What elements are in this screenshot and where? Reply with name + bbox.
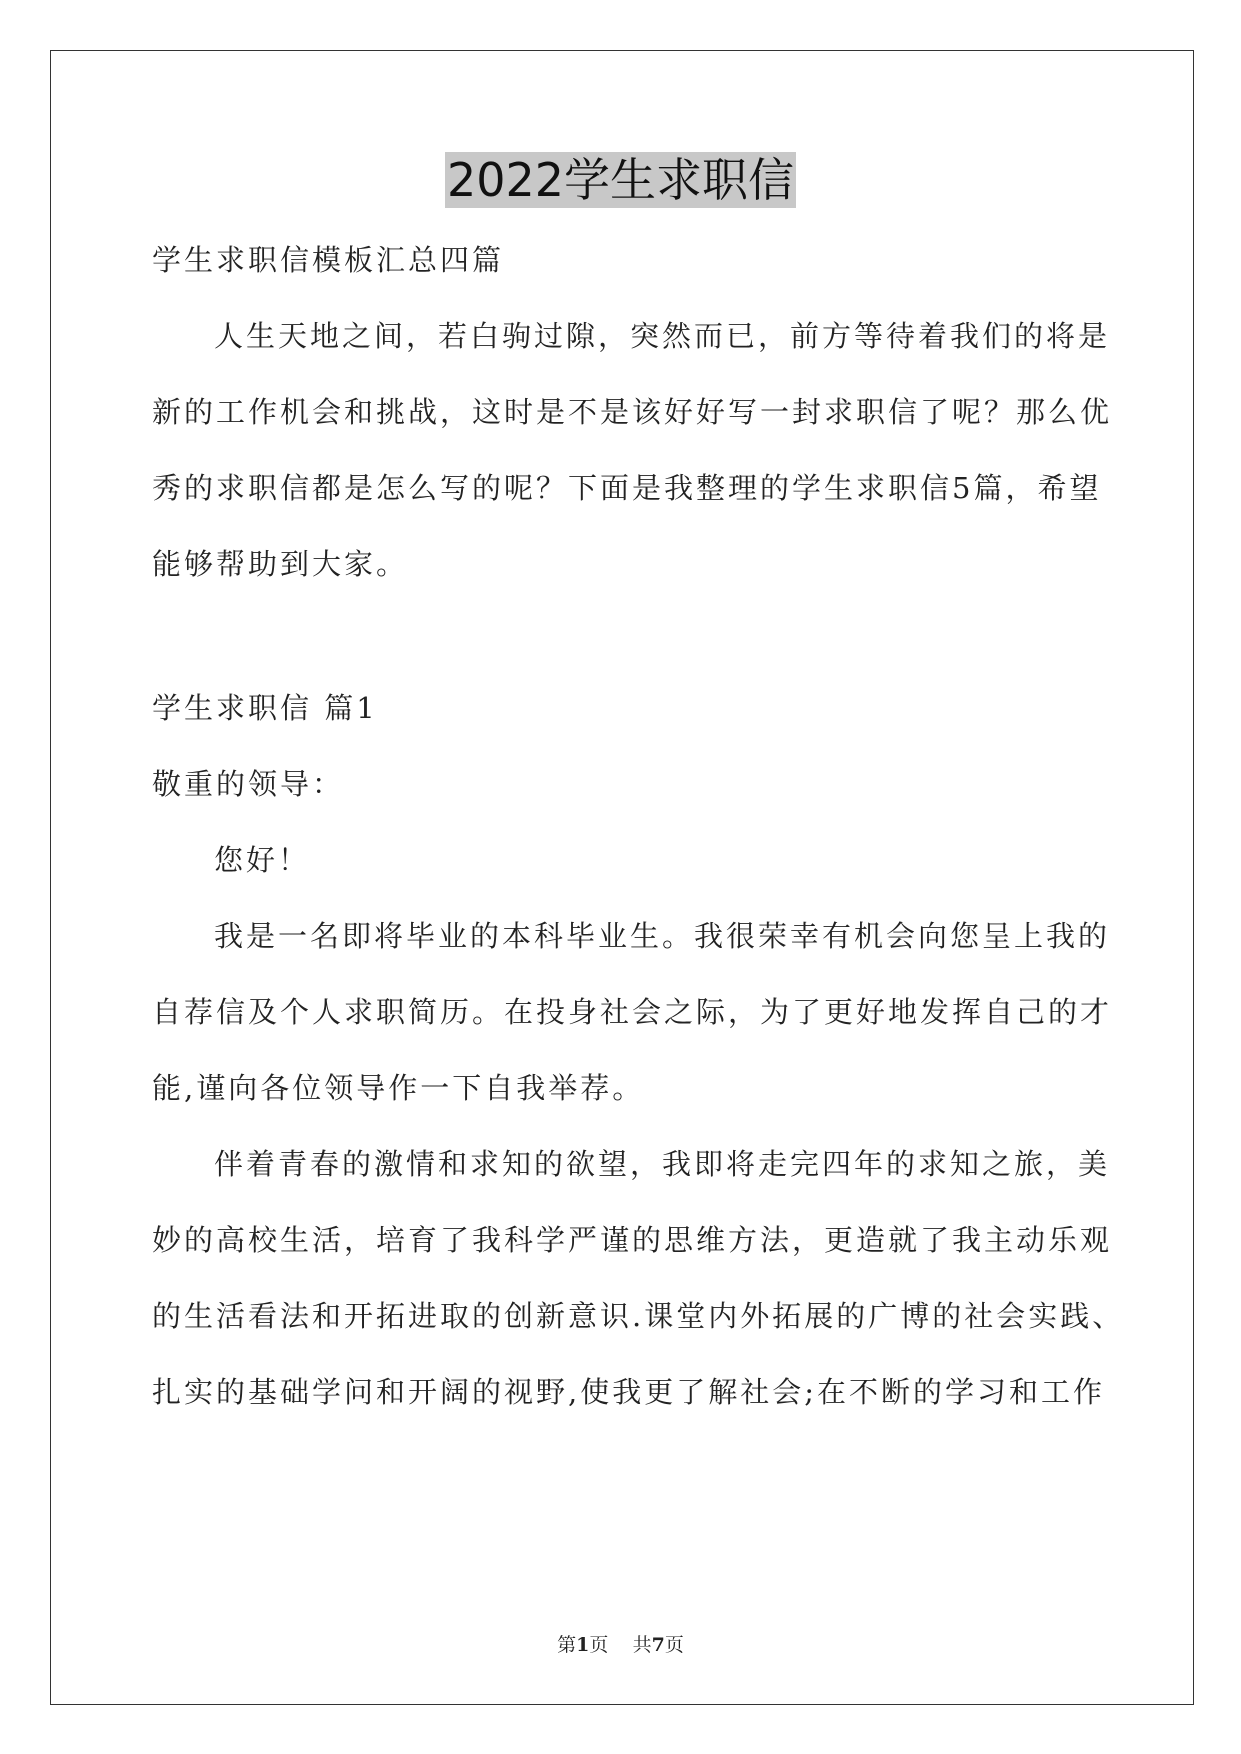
body-line: 扎实的基础学问和开阔的视野,使我更了解社会;在不断的学习和工作 bbox=[152, 1375, 1105, 1409]
page-footer bbox=[0, 1630, 1241, 1657]
body-line: 我是一名即将毕业的本科毕业生。我很荣幸有机会向您呈上我的 bbox=[214, 919, 1111, 953]
document-subtitle: 学生求职信模板汇总四篇 bbox=[152, 243, 505, 277]
intro-line: 新的工作机会和挑战，这时是不是该好好写一封求职信了呢？那么优 bbox=[152, 395, 1113, 429]
body-line: 妙的高校生活，培育了我科学严谨的思维方法，更造就了我主动乐观 bbox=[152, 1223, 1113, 1257]
page-prefix: 第 bbox=[557, 1634, 577, 1656]
section-heading: 学生求职信 篇1 bbox=[152, 691, 378, 725]
body-line: 能,谨向各位领导作一下自我举荐。 bbox=[152, 1071, 645, 1105]
page-suffix: 页 bbox=[589, 1634, 609, 1656]
current-page-number: 1 bbox=[576, 1634, 590, 1656]
salutation: 敬重的领导： bbox=[152, 767, 345, 801]
total-page-number: 7 bbox=[651, 1634, 665, 1656]
intro-line: 秀的求职信都是怎么写的呢？下面是我整理的学生求职信5篇，希望 bbox=[152, 471, 1102, 505]
intro-line: 能够帮助到大家。 bbox=[152, 547, 409, 581]
body-line: 伴着青春的激情和求知的欲望，我即将走完四年的求知之旅，美 bbox=[214, 1147, 1111, 1181]
body-line: 的生活看法和开拓进取的创新意识.课堂内外拓展的广博的社会实践、 bbox=[152, 1299, 1125, 1333]
total-suffix: 页 bbox=[664, 1634, 684, 1656]
document-title: 2022学生求职信 bbox=[446, 153, 795, 207]
intro-line: 人生天地之间，若白驹过隙，突然而已，前方等待着我们的将是 bbox=[214, 319, 1111, 353]
title-container bbox=[0, 152, 1241, 208]
body-line: 自荐信及个人求职简历。在投身社会之际，为了更好地发挥自己的才 bbox=[152, 995, 1113, 1029]
total-prefix: 共 bbox=[632, 1634, 652, 1656]
greeting: 您好！ bbox=[214, 843, 311, 877]
